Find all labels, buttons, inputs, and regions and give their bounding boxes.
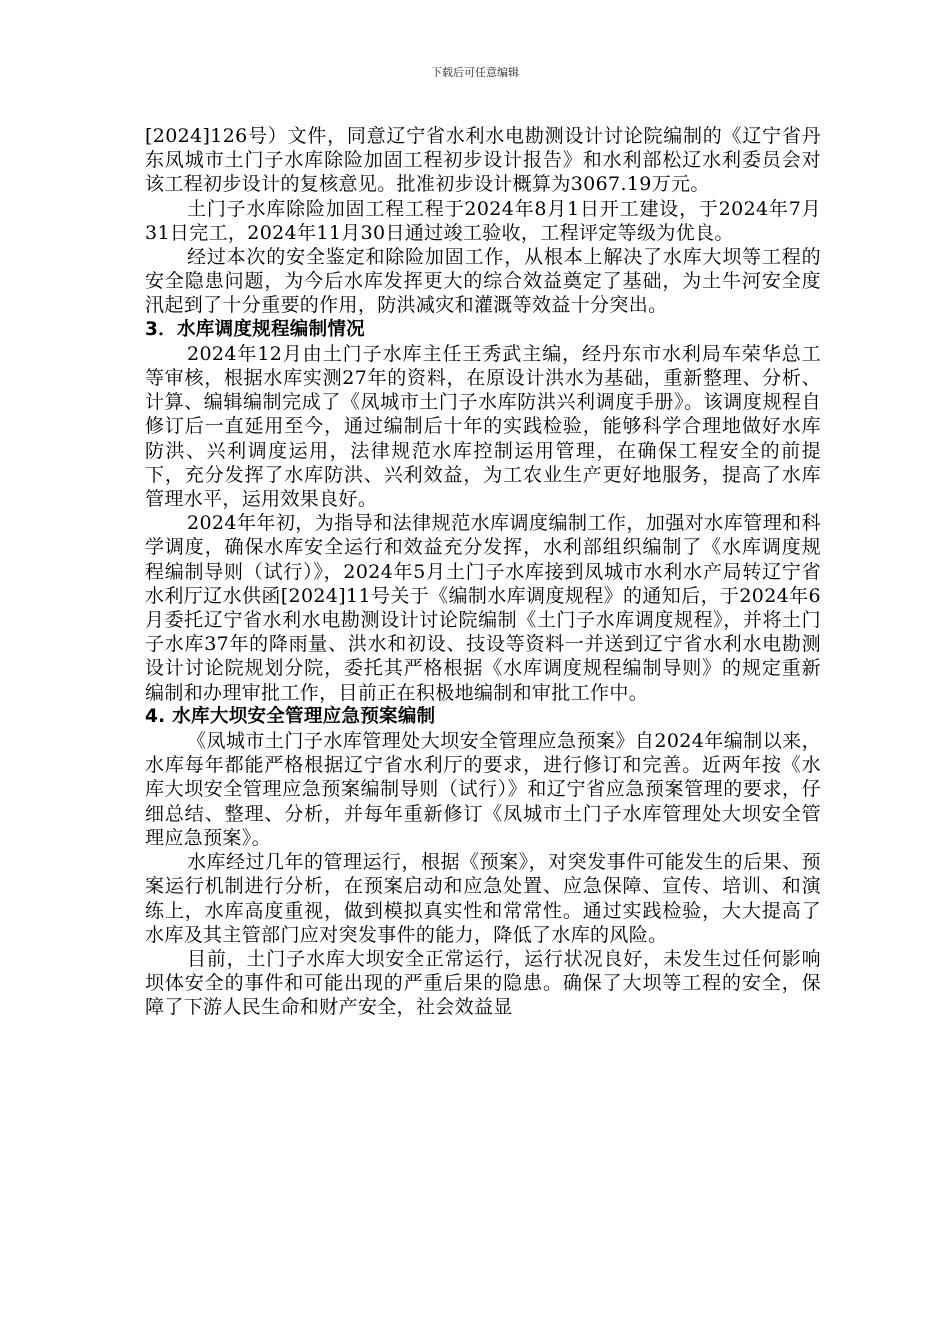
- page-header: 下载后可任意编辑: [431, 66, 519, 79]
- section-heading-4: 4. 水库大坝安全管理应急预案编制: [145, 705, 436, 727]
- paragraph-construction: 土门子水库除险加固工程工程于2024年8月1日开工建设，于2024年7月31日完工，2024年11月30日通过竣工验收，工程评定等级为优良。: [145, 197, 821, 244]
- paragraph-current-status: 目前，土门子水库大坝安全正常运行，运行状况良好，未发生过任何影响坝体安全的事件和可能出现的严重后果的隐患。确保了大坝等工程的安全，保障了下游人民生命和财产安全，社会效益显: [145, 947, 821, 1019]
- paragraph-dispatch-manual: 2024年12月由土门子水库主任王秀武主编，经丹东市水利局车荣华总工等审核，根据水库实测27年的资料，在原设计洪水为基础，重新整理、分析、计算、编辑编制完成了《凤城市土门子水库防洪兴利调度手册》。该调度规程自修订后一直延用至今，通过编制后十年的实践检验，能够科学合理地做好水库防洪、兴利调度运用，法律规范水库控制运用管理，在确保工程安全的前提下，充分发挥了水库防洪、兴利效益，为工农业生产更好地服务，提高了水库管理水平，运用效果良好。: [145, 342, 821, 511]
- paragraph-plan-practice: 水库经过几年的管理运行，根据《预案》，对突发事件可能发生的后果、预案运行机制进行分析，在预案启动和应急处置、应急保障、宣传、培训、和演练上，水库高度重视，做到模拟真实性和常常性。通过实践检验，大大提高了水库及其主管部门应对突发事件的能力，降低了水库的风险。: [145, 851, 821, 946]
- section-heading-3: 3．水库调度规程编制情况: [145, 318, 365, 340]
- paragraph-dispatch-regulation: 2024年年初，为指导和法律规范水库调度编制工作，加强对水库管理和科学调度，确保水库安全运行和效益充分发挥，水利部组织编制了《水库调度规程编制导则（试行）》，2024年5月土门子水库接到凤城市水利水产局转辽宁省水利厅辽水供函[2024]11号关于《编制水库调度规程》的通知后，于2024年6月委托辽宁省水利水电勘测设计讨论院编制《土门子水库调度规程》，并将土门子水库37年的降雨量、洪水和初设、技设等资料一并送到辽宁省水利水电勘测设计讨论院规划分院，委托其严格根据《水库调度规程编制导则》的规定重新编制和办理审批工作，目前正在积极地编制和审批工作中。: [145, 512, 821, 704]
- paragraph-approval: [2024]126号）文件，同意辽宁省水利水电勘测设计讨论院编制的《辽宁省丹东凤城市土门子水库除险加固工程初步设计报告》和水利部松辽水利委员会对该工程初步设计的复核意见。批准初步设计概算为3067.19万元。: [145, 125, 821, 196]
- paragraph-emergency-plan: 《凤城市土门子水库管理处大坝安全管理应急预案》自2024年编制以来，水库每年都能严格根据辽宁省水利厅的要求，进行修订和完善。近两年按《水库大坝安全管理应急预案编制导则（试行）》和辽宁省应急预案管理的要求，仔细总结、整理、分析，并每年重新修订《凤城市土门子水库管理处大坝安全管理应急预案》。: [145, 730, 821, 849]
- document-body: [145, 124, 821, 1020]
- paragraph-safety-results: 经过本次的安全鉴定和除险加固工作，从根本上解决了水库大坝等工程的安全隐患问题，为今后水库发挥更大的综合效益奠定了基础，为土牛河安全度汛起到了十分重要的作用，防洪减灾和灌溉等效益十分突出。: [145, 246, 821, 317]
